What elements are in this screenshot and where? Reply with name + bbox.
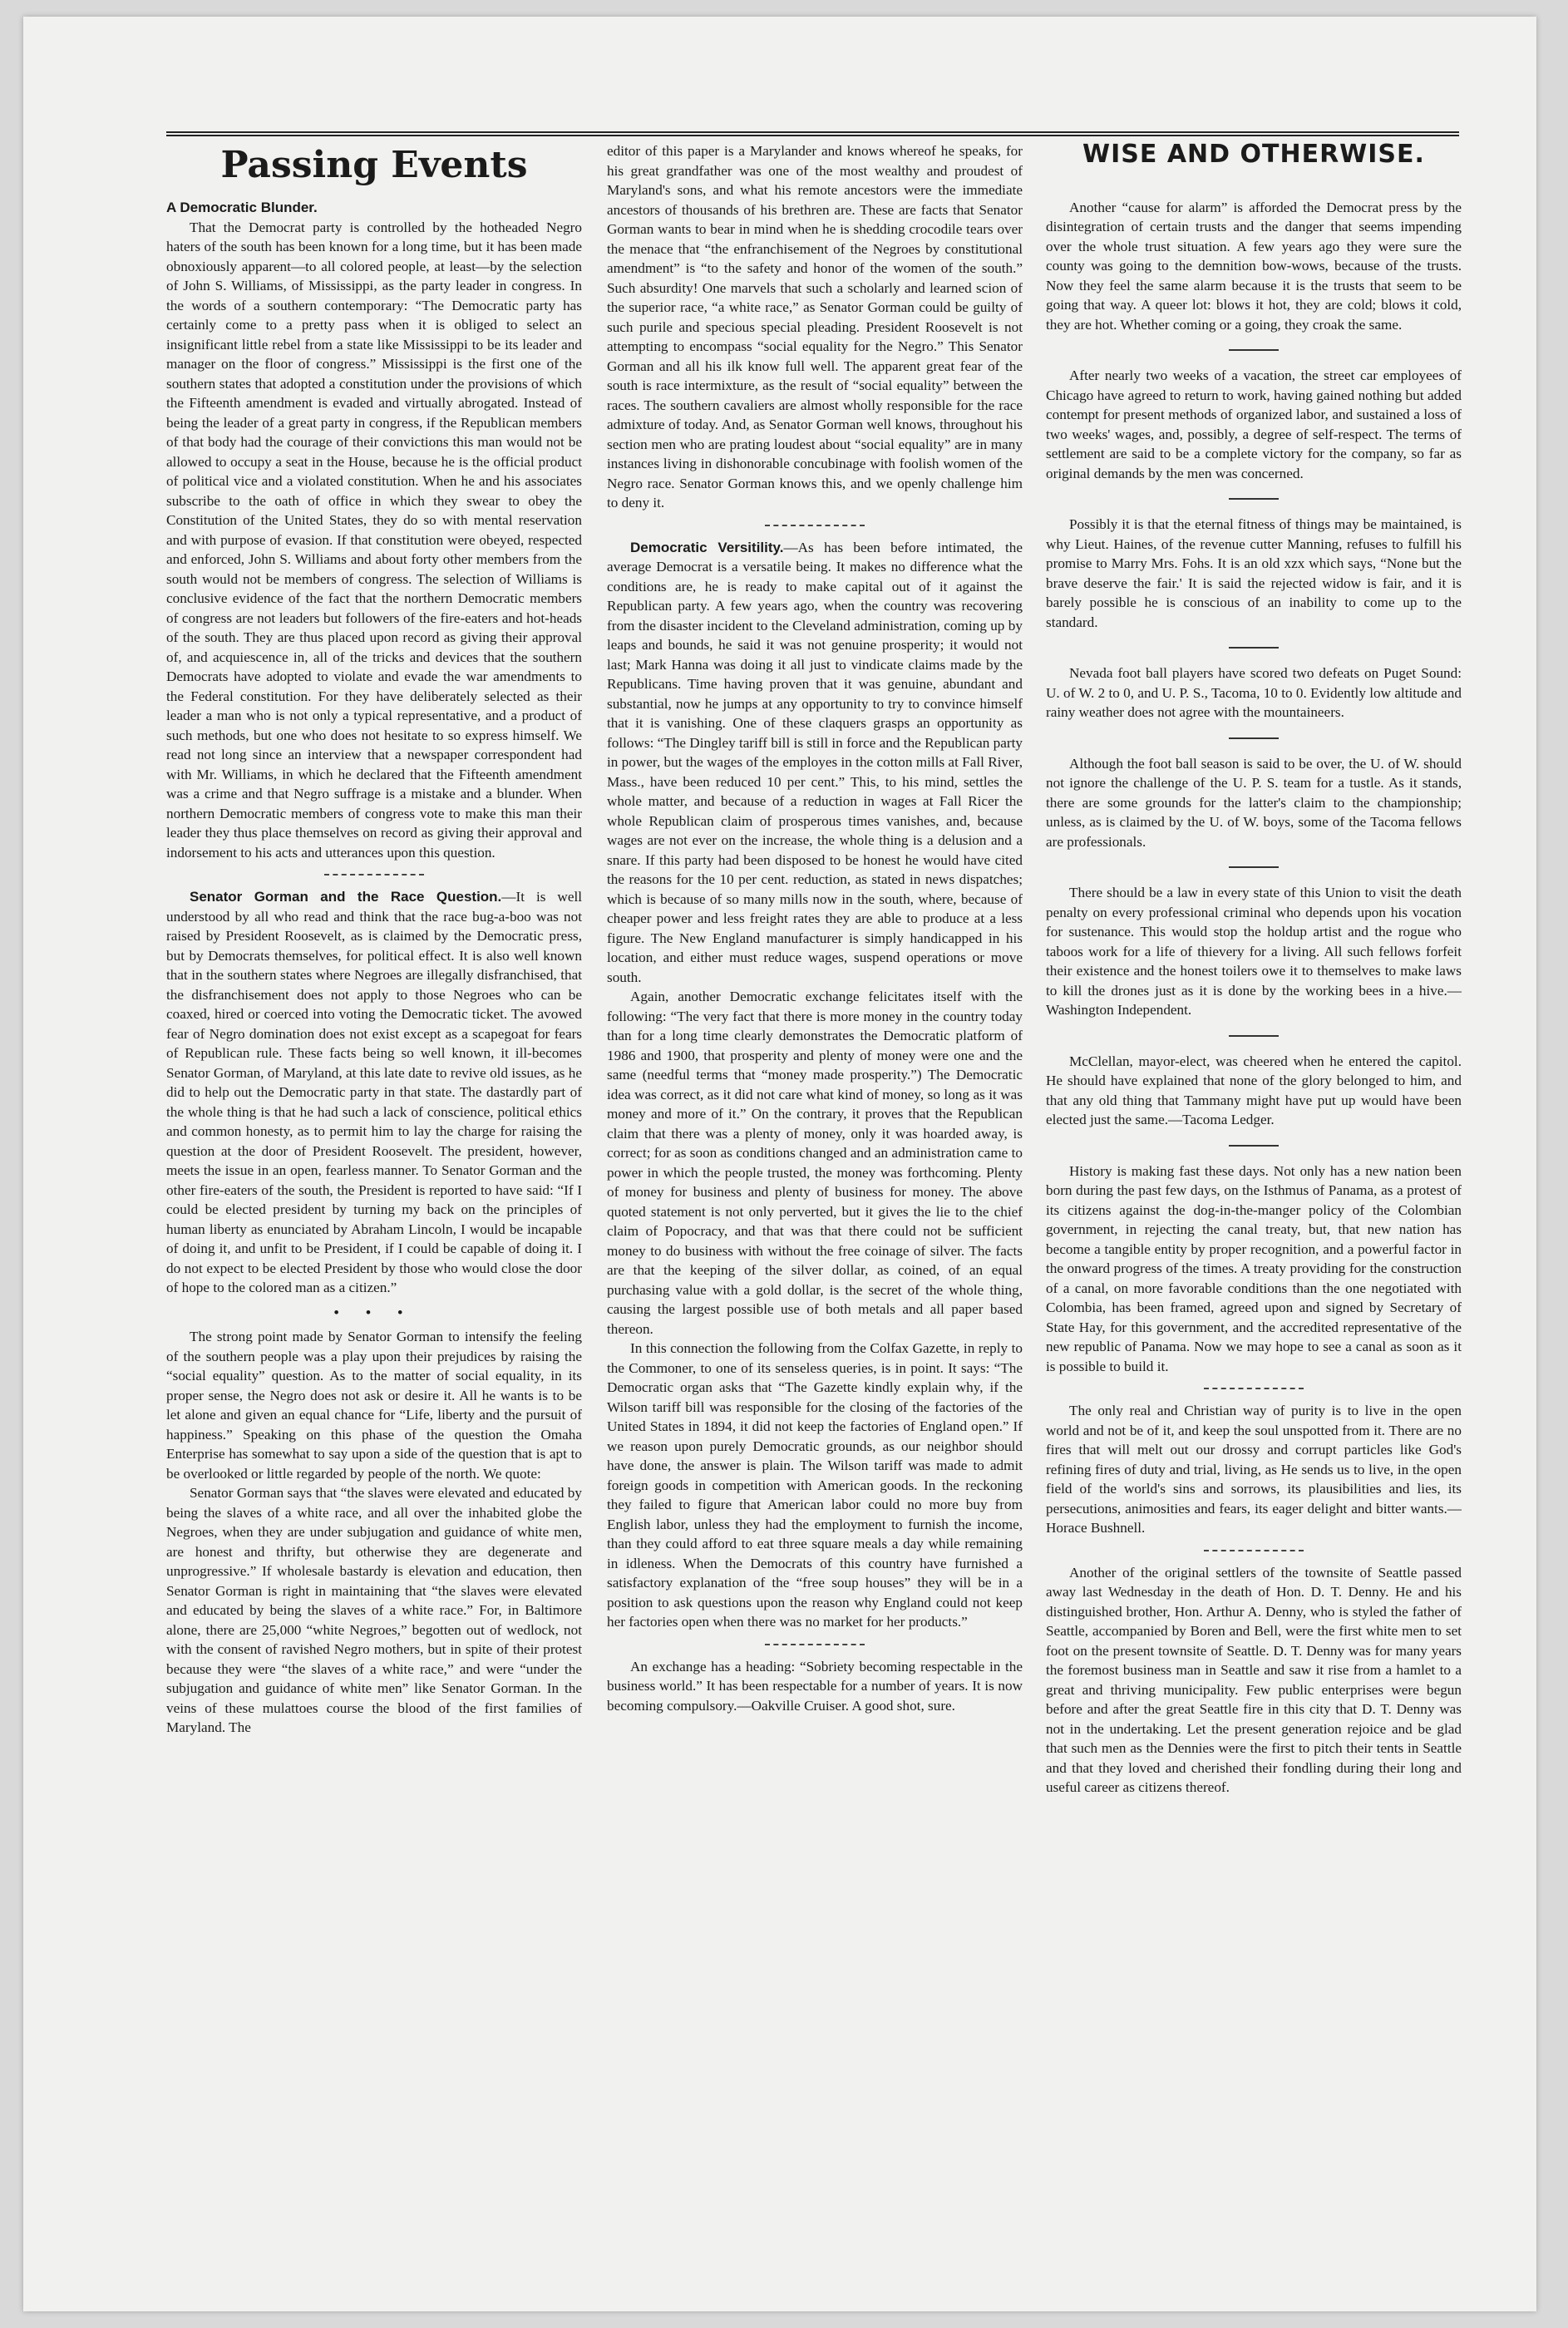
newspaper-page [23,17,1536,2311]
blunder-heading: A Democratic Blunder. [166,200,318,215]
section-divider [324,874,424,875]
item-divider [1229,349,1279,351]
section-divider [765,525,865,526]
news-item: Another “cause for alarm” is afforded the Democrat press by the disintegration of certain trusts and the danger that seems impending over the whole trust situation. A few years ago they were sure the county was going to the demnition bow-wows, because of the trusts. Now they feel the same alarm because it is the trusts that seem to be going that way. A queer lot: blows it hot, they are cold; blows it cold, they are hot. Whether coming or a going, they croak the same. [1046,199,1462,333]
gorman-heading: Senator Gorman and the Race Question. [190,889,502,905]
item-divider [1204,1550,1304,1551]
article-paragraph: Again, another Democratic exchange felicitates itself with the following: “The very fact that there is more money in the country today than for a long time clearly demonstrates the Democratic platform of 1986 and 1900, that prosperity and plenty of money were one and the same (needful terms that “money made prosperity.”) The Democratic idea was correct, as it did not care what kind of money, so long as it was money and more of it.” On the contrary, it proves that the Republican claim that there was a plenty of money, only it was hoarded away, is correct; for as soon as conditions changed and an administration came to power in which the people trusted, the money was forthcoming. Plenty of money for business and plenty of business for money. The above quoted statement is not only perverted, but it gives the lie to the chief claim of Popocracy, and that was that there could not be sufficient money to do business with without the free coinage of silver. The facts are that the keeping of the silver dollar, as coined, of an equal purchasing value with a gold dollar, is the secret of the whole thing, causing the largest possible use of both metals and all paper based thereon. [607,989,1023,1337]
item-divider [1229,1145,1279,1147]
news-item: Another of the original settlers of the townsite of Seattle passed away last Wednesday in the death of Hon. D. T. Denny. He and his distinguished brother, Hon. Arthur A. Denny, who is styled the father of Seattle, accompanied by Boren and Bell, were the first white men to set foot on the present townsite of Seattle. D. T. Denny was for many years the foremost business man in Seattle and saw it rise from a hamlet to a great and thriving municipality. Few public enterprises were begun before and after the great Seattle fire in this city that D. T. Denny was not in the undertaking. Let the present generation rejoice and be glad that such men as the Dennies were the first to pitch their tents in Seattle and that they loved and cherished their fondling during their long and useful career as citizens thereof. [1046,1564,1462,1795]
article-paragraph [166,887,582,1298]
masthead: Passing Events [220,144,528,186]
dots-separator: • • • [333,1304,415,1320]
versatility-body: —As has been before intimated, the average Democrat is a versatile being. It makes no difference what the conditions are, he is ready to make capital out of it against the Republican party. A few years ago, when the country was recovering from the disaster incident to the Cleveland administration, coming up by leaps and bounds, he said it was not genuine prosperity; it would not last; Mark Hanna was doing it all just to vindicate claims made by the Republicans. Time having proven that it was genuine, abundant and substantial, now he jumps at any opportunity to try to convince himself that it is vanishing. One of these claquers grasps an opportunity as follows: “The Dingley tariff bill is still in force and the Republican party in power, but the wages of the employes in the cotton mills at Fall River, Mass., have been reduced 10 per cent.” This, to his mind, settles the whole matter, and because of a reduction in wages at Fall Ricer the whole Republican claim of prosperous times vanishes, and, because wages are not ever on the increase, the whole thing is a delusion and a snare. If this party had been disposed to be honest he would have cited the reasons for the 10 per cent. reduction, as stated in news dispatches; which is because of so many mills now in the south, where, because of cheaper power and less freight rates they are able to produce at a less figure. The New England manufacturer is simply handicapped in his location, and either must reduce wages, suspend operations or move south. [607,539,1023,985]
news-item: Possibly it is that the eternal fitness of things may be maintained, is why Lieut. Haines, of the revenue cutter Manning, refuses to fulfill his promise to Marry Mrs. Fohs. It is an old xzx which says, “None but the brave deserve the fair.' It is said the rejected widow is fair, and it is barely possible he is conscious of an inability to come up to the standard. [1046,516,1462,630]
column-header: WISE AND OTHERWISE. [1082,141,1425,169]
column-1 [166,143,582,2205]
article-paragraph: editor of this paper is a Marylander and knows whereof he speaks, for his great grandfather was one of the most wealthy and proudest of Maryland's sons, and what his remote ancestors were the immediate ancestors of thousands of his brethren are. These are facts that Senator Gorman wants to bear in mind when he is shedding crocodile tears over the menace that “the enfranchisement of the Negroes by constitutional amendment” is “to the safety and honor of the women of the south.” Such absurdity! One marvels that such a scholarly and learned scion of the superior race, “a white race,” as Senator Gorman could be guilty of such purile and specious special pleading. President Roosevelt is not attempting to encompass “social equality for the Negro.” This Senator Gorman and all his ilk know full well. The apparent great fear of the south is race intermixture, as the result of “social equality” between the races. The southern cavaliers are almost wholly responsible for the race admixture of today. And, as Senator Gorman well knows, throughout his section men who are prating loudest about “social equality” are in many instances living in dishonorable concubinage with foolish women of the Negro race. Senator Gorman knows this, and we openly challenge him to deny it. [607,143,1023,510]
item-divider [1204,1388,1304,1389]
article-paragraph: The strong point made by Senator Gorman to intensify the feeling of the southern people was a play upon their prejudices by raising the “social equality” question. As to the matter of social equality, in its proper sense, the Negro does not ask or desire it. All he wants is to be let alone and given an equal chance for “Life, liberty and the pursuit of happiness.” Speaking on this phase of the question the Omaha Enterprise has somewhat to say upon a side of the question that is apt to be overlooked or little regarded by people of the north. We quote: [166,1329,582,1482]
article-paragraph: That the Democrat party is controlled by the hotheaded Negro haters of the south has been known for a long time, but it has been made obnoxiously apparent—to all colored people, at least—by the selection of John S. Williams, of Mississippi, as the party leader in congress. In the words of a southern contemporary: “The Democratic party has certainly come to a pretty pass when it is obliged to select an insignificant little rebel from a state like Mississippi to be its leader and manager on the floor of congress.” Mississippi is the first one of the southern states that adopted a constitution under the provisions of which the Fifteenth amendment is evaded and virtually abrogated. Instead of being the leader of a great party in congress, if the Republican members of that body had the courage of their convictions this man would not be allowed to occupy a seat in the House, because he is the official product of political vice and a violated constitution. When he and his associates subscribe to the oath of office in which they swear to obey the Constitution of the United States, they do so with mental reservation and with purpose of evasion. If that constitution were obeyed, respected and enforced, John S. Williams and about forty other members from the south would not be members of congress. The selection of Williams is conclusive evidence of the fact that the northern Democratic members of congress are not leaders but followers of the fire-eaters and hot-heads of the south. They are thus placed upon record as giving their approval of, and acquiescence in, all of the tricks and devices that the southern Democrats have adopted to violate and evade the war amendments to the Federal constitution. For they have deliberately selected as their leader a man who is not only a typical representative, and a product of such methods, but one who does not hesitate to so express himself. We read not long since an interview that a newspaper correspondent had with Mr. Williams, in which he declared that the Fifteenth amendment was a crime and that Negro suffrage is a mistake and a blunder. When northern Democratic members of congress vote to make this man their leader they thus place themselves on record as giving their approval and indorsement to his acts and utterances upon this question. [166,219,582,861]
article-paragraph: In this connection the following from the Colfax Gazette, in reply to the Commoner, to one of its senseless queries, is in point. It says: “The Democratic organ asks that “The Gazette kindly explain why, if the Wilson tariff bill was responsible for the closing of the factories of the United States in 1894, it did not keep the factories of England open.” If we reason upon purely Democratic grounds, as our neighbor should have done, the answer is plain. The Wilson tariff was made to admit foreign goods in competition with American goods. In the reckoning they failed to figure that American labor could no more buy from English labor, unless they had the employment to furnish the income, than they could afford to eat three square meals a day while remaining in idleness. When the Democrats of this country have furnished a satisfactory explanation of the “free soup houses” they will be in a position to ask questions upon the reason why England could not keep her factories open when there was no market for her products.” [607,1340,1023,1630]
gorman-body: —It is well understood by all who read and think that the race bug-a-boo was not raised by President Roosevelt, as is claimed by the Democratic press, but by Democrats themselves, for political effect. It is also well known that in the southern states where Negroes are illegally disfranchised, that the disfranchisement does not apply to those Negroes who can be coaxed, hired or coerced into voting the Democratic ticket. The avowed fear of Negro domination does not exist except as a scapegoat for fears of Republican rule. These facts being so well known, it ill-becomes Senator Gorman, of Maryland, at this late date to revive old issues, as he did to help out the Democratic party in that state. The dastardly part of the whole thing is that he had such a lack of conscience, political ethics and common honesty, as to permit him to lay the charge for raising the question at the door of President Roosevelt. The president, however, meets the issue in an open, fearless manner. To Senator Gorman and the other fire-eaters of the south, the President is reported to have said: “If I could be elected president by turning my back on the principles of human liberty as enunciated by Abraham Lincoln, I would be incapable of doing it, and unfit to be President, if I could be capable of doing it. I do not expect to be elected President by those who would close the door of hope to the colored man as a citizen.” [166,889,582,1295]
news-item: There should be a law in every state of this Union to visit the death penalty on every professional criminal who depends upon his vocation for sustenance. This would stop the holdup artist and the rogue who taboos work for a life of thievery for a living. All such fellows forfeit their existence and the honest toilers owe it to themselves to make laws to kill the drones just as it is done by the working bees in a hive.—Washington Independent. [1046,885,1462,1018]
article-paragraph [607,538,1023,988]
section-heading [166,198,582,218]
item-divider [1229,498,1279,500]
section-divider [765,1644,865,1645]
quoted-paragraph: Senator Gorman says that “the slaves were elevated and educated by being the slaves of a white race, and all over the inhabited globe the Negroes, when they are under subjugation and guidance of white men, are honest and thrifty, but otherwise they are degenerate and unprogressive.” If wholesale bastardy is elevation and education, then Senator Gorman is right in maintaining that “the slaves were elevated and educated by being the slaves of a white race.” For, in Baltimore alone, there are 25,000 “white Negroes,” begotten out of wedlock, not with the consent of ravished Negro mothers, but in spite of their protest because they were “the slaves of a white race,” and were “under the subjugation and guidance of white men” like Senator Gorman. In the veins of these mulattoes course the blood of the first families of Maryland. The [166,1485,582,1735]
item-divider [1229,647,1279,649]
news-item: The only real and Christian way of purity is to live in the open world and not be of it, and keep the soul unspotted from it. There are no fires that will melt out our drossy and corrupt particles like God's refining fires of duty and trial, living, as He sends us to live, in the open field of the world's sins and sorrows, its plausibilities and lies, its persecutions, animosities and fears, its eager delight and bitter wants.—Horace Bushnell. [1046,1403,1462,1536]
item-divider [1229,1035,1279,1037]
news-item: History is making fast these days. Not only has a new nation been born during the past few days, on the Isthmus of Panama, as a protest of its citizens against the dog-in-the-manger policy of the Colombian government, in rejecting the canal treaty, but, that new nation has become a tangible entity by proper recognition, and a powerful factor in the onward progress of the times. A treaty providing for the construction of a canal, on more favorable conditions than the one negotiated with Colombia, has been framed, agreed upon and signed by Secretary of State Hay, for this government, and the accredited representative of the new republic of Panama. Now we may hope to see a canal as soon as it is possible to build it. [1046,1162,1462,1374]
news-item: Nevada foot ball players have scored two defeats on Puget Sound: U. of W. 2 to 0, and U. P. S., Tacoma, 10 to 0. Evidently low altitude and rainy weather does not agree with the mountaineers. [1046,665,1462,720]
news-item: McClellan, mayor-elect, was cheered when he entered the capitol. He should have explained that none of the glory belonged to him, and that any old thing that Tammany might have put up would have been elected just the same.—Tacoma Ledger. [1046,1053,1462,1127]
item-divider [1229,866,1279,868]
item-divider [1229,737,1279,739]
news-item: After nearly two weeks of a vacation, the street car employees of Chicago have agreed to return to work, having gained nothing but added contempt for present methods of organized labor, and sustained a loss of two weeks' wages, and, possibly, a degree of self-respect. The terms of settlement are said to be a complete victory for the company, so far as original demands by the men was concerned. [1046,367,1462,481]
news-item: Although the foot ball season is said to be over, the U. of W. should not ignore the challenge of the U. P. S. team for a tustle. As it stands, there are some grounds for the latter's claim to the championship; unless, as is claimed by the U. of W. boys, some of the Tacoma fellows are professionals. [1046,755,1462,850]
article-paragraph: An exchange has a heading: “Sobriety becoming respectable in the business world.” It has been respectable for a number of years. It is now becoming compulsory.—Oakville Cruiser. A good shot, sure. [607,1658,1023,1714]
column-3 [1046,141,1462,2203]
versatility-heading: Democratic Versitility. [630,539,784,555]
top-rule [166,131,1459,136]
column-2 [607,141,1023,2203]
